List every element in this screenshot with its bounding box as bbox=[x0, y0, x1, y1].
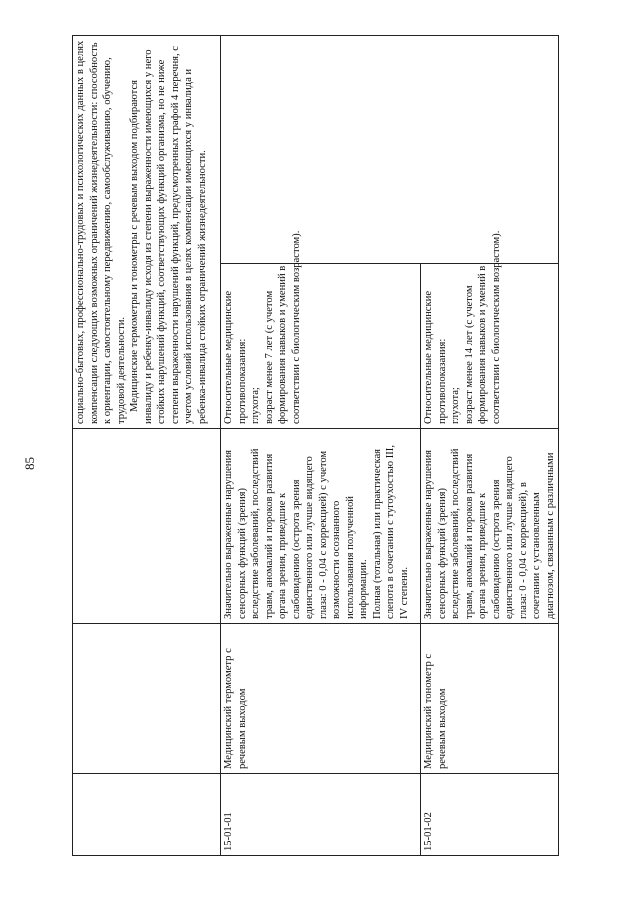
table-row bbox=[221, 36, 421, 856]
contraindication-line: формирования навыков и умений в bbox=[477, 265, 488, 424]
indication-line: слепота в сочетании с тугоухостью III, bbox=[385, 445, 396, 619]
indication-line: сенсорных функций (зрения) bbox=[236, 487, 248, 619]
cell-indications bbox=[221, 429, 421, 624]
contraindication-line: Относительные медицинские bbox=[423, 290, 434, 424]
contraindication-line: возраст менее 14 лет (с учетом bbox=[463, 285, 475, 424]
contraindication-line: противопоказания: bbox=[436, 338, 448, 424]
cell-empty bbox=[73, 774, 221, 856]
table-row-continuation bbox=[73, 36, 221, 856]
document-table bbox=[72, 35, 559, 856]
cell-product-name: Медицинский термометр с речевым выходом bbox=[221, 624, 421, 774]
contraindication-line: возраст менее 7 лет (с учетом bbox=[263, 290, 275, 424]
cell-code: 15-01-01 bbox=[221, 774, 421, 856]
cell-code: 15-01-02 bbox=[421, 774, 559, 856]
indication-line: вследствие заболеваний, последствий bbox=[450, 448, 461, 619]
cell-empty-right bbox=[221, 36, 559, 264]
indication-line: глаза: 0 - 0,04 с коррекцией) с учетом bbox=[317, 450, 329, 619]
page-number: 85 bbox=[22, 457, 37, 470]
indication-line: информации. bbox=[358, 559, 369, 619]
indication-line: единственного или лучше видящего bbox=[304, 456, 315, 619]
indication-line: травм, аномалий и пороков развития bbox=[263, 453, 275, 619]
indication-line: использования полученной bbox=[344, 496, 356, 619]
indication-line: сенсорных функций (зрения) bbox=[436, 487, 448, 619]
indication-line: глаза: 0 - 0,04 с коррекцией), в bbox=[517, 482, 529, 619]
indication-line: единственного или лучше видящего bbox=[504, 456, 515, 619]
contraindication-line: формирования навыков и умений в bbox=[277, 265, 288, 424]
contraindication-line: глухота; bbox=[450, 387, 461, 424]
contraindication-line: соответствии с биологическим возрастом). bbox=[290, 230, 302, 424]
cell-continuation-text bbox=[73, 36, 221, 429]
indication-line: Значительно выраженные нарушения bbox=[223, 449, 234, 619]
continuation-paragraph-2: Медицинские термометры и тонометры с речевым выходом подбираются инвалиду и ребенку-инвалиду исходя из степени выраженности имеющихся у него стойких нарушений функций, соответствующих функций организма, но не ниже степени выраженности нарушений функций, предусмотренных графой 4 перечня, с учетом условий использования в целях компенсации имеющихся у инвалида и ребенка-инвалида стойких ограничений жизнедеятельности. bbox=[129, 46, 208, 424]
indication-line: Полная (тотальная) или практическая bbox=[371, 448, 383, 619]
continuation-paragraph-1: социально-бытовых, профессионально-трудовых и психологических данных в целях компенсации следующих возможных ограничений жизнедеятельности: способность к ориентации, самостоятельному передвижению, самообслуживанию, обучению, трудовой деятельности. bbox=[75, 40, 127, 424]
contraindication-line: Относительные медицинские bbox=[223, 290, 234, 424]
indication-line: слабовидению (острота зрения bbox=[290, 479, 302, 619]
contraindication-line: соответствии с биологическим возрастом). bbox=[490, 230, 502, 424]
cell-empty bbox=[73, 429, 221, 624]
indication-line: травм, аномалий и пороков развития bbox=[463, 453, 475, 619]
cell-contraindications bbox=[421, 230, 559, 429]
indication-line: вследствие заболеваний, последствий bbox=[250, 448, 261, 619]
cell-contraindications bbox=[221, 230, 421, 429]
indication-line: слабовидению (острота зрения bbox=[490, 479, 502, 619]
indication-line: диагнозом, связанным с различными bbox=[544, 452, 556, 619]
cell-empty bbox=[73, 624, 221, 774]
indication-line: IV степени. bbox=[398, 566, 410, 619]
indication-line: органа зрения, приведшие к bbox=[277, 492, 288, 619]
contraindication-line: глухота; bbox=[250, 387, 261, 424]
cell-product-name: Медицинский тонометр с речевым выходом bbox=[421, 624, 559, 774]
cell-indications bbox=[421, 429, 559, 624]
indication-line: сочетании с установленным bbox=[531, 492, 542, 619]
indication-line: Значительно выраженные нарушения bbox=[423, 449, 434, 619]
contraindication-line: противопоказания: bbox=[236, 338, 248, 424]
table-rotated bbox=[72, 36, 556, 856]
indication-line: органа зрения, приведшие к bbox=[477, 492, 488, 619]
indication-line: возможности осознанного bbox=[331, 500, 342, 619]
